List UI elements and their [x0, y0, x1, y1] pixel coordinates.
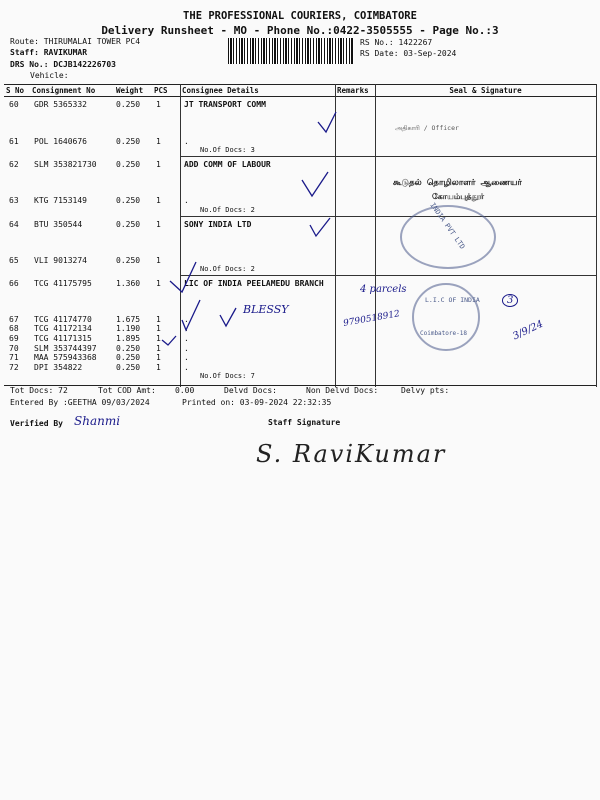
cell-pcs: 1 — [156, 315, 161, 324]
col-consignment: Consignment No — [30, 85, 114, 97]
cell-consignee: . — [184, 344, 189, 353]
handwritten-name: BLESSY — [243, 303, 289, 316]
cell-pcs: 1 — [156, 100, 161, 109]
cell-sno: 66 — [9, 279, 19, 288]
tot-cod-label: Tot COD Amt: — [98, 386, 156, 395]
tick-mark — [170, 262, 196, 292]
non-delvd-docs: Non Delvd Docs: — [306, 386, 379, 395]
cell-consignment: VLI 9013274 — [34, 256, 87, 265]
no-of-docs: No.Of Docs: 7 — [200, 372, 255, 380]
cell-consignment: KTG 7153149 — [34, 196, 87, 205]
cell-weight: 0.250 — [116, 160, 141, 169]
cell-pcs: 1 — [156, 220, 161, 229]
cell-consignment: TCG 41175795 — [34, 279, 92, 288]
delvd-docs: Delvd Docs: — [224, 386, 277, 395]
cell-pcs: 1 — [156, 160, 161, 169]
handwritten-parcels: 4 parcels — [360, 284, 407, 295]
officer-stamp-text: அதிகாரி / Officer — [395, 124, 459, 132]
labour-stamp-text: கோயம்புத்தூர் — [432, 192, 485, 201]
cell-weight: 0.250 — [116, 363, 141, 372]
cell-sno: 64 — [9, 220, 19, 229]
cell-weight: 0.250 — [116, 196, 141, 205]
cell-pcs: 1 — [156, 256, 161, 265]
cell-weight: 1.675 — [116, 315, 141, 324]
verifier-signature: Shanmi — [74, 414, 121, 428]
cell-consignee: . — [184, 353, 189, 362]
cell-consignment: MAA 575943368 — [34, 353, 97, 362]
delvy-pts: Delvy pts: — [401, 386, 450, 395]
cell-consignment: SLM 353821730 — [34, 160, 97, 169]
col-weight: Weight — [114, 85, 152, 97]
staff-signature-label: Staff Signature — [268, 418, 341, 427]
cell-sno: 60 — [9, 100, 19, 109]
company-title: THE PROFESSIONAL COURIERS, COIMBATORE — [183, 10, 417, 22]
no-of-docs: No.Of Docs: 2 — [200, 206, 255, 214]
stamp-text: L.I.C OF INDIA — [425, 296, 480, 304]
runsheet-subtitle: Delivery Runsheet - MO - Phone No.:0422-3505555 - Page No.:3 — [101, 24, 499, 37]
stamp-text: INDIA PVT LTD — [428, 201, 467, 251]
cell-sno: 70 — [9, 344, 19, 353]
cell-pcs: 1 — [156, 363, 161, 372]
cell-weight: 0.250 — [116, 344, 141, 353]
cell-pcs: 1 — [156, 353, 161, 362]
cell-consignee: . — [184, 324, 189, 333]
entered-by: Entered By :GEETHA 09/03/2024 — [10, 398, 150, 407]
vehicle-label: Vehicle: — [30, 71, 69, 80]
cell-consignment: SLM 353744397 — [34, 344, 97, 353]
cell-sno: 61 — [9, 137, 19, 146]
cell-sno: 65 — [9, 256, 19, 265]
tick-mark — [318, 112, 336, 132]
cell-consignee: JT TRANSPORT COMM — [184, 100, 266, 109]
cell-pcs: 1 — [156, 137, 161, 146]
tick-mark — [302, 172, 328, 196]
verified-by-label: Verified By — [10, 419, 63, 428]
cell-sno: 68 — [9, 324, 19, 333]
no-of-docs: No.Of Docs: 2 — [200, 265, 255, 273]
tick-mark — [162, 336, 176, 345]
handwritten-count: 3 — [502, 294, 518, 307]
cell-consignment: TCG 41172134 — [34, 324, 92, 333]
cell-weight: 1.190 — [116, 324, 141, 333]
cell-weight: 0.250 — [116, 100, 141, 109]
cell-pcs: 1 — [156, 334, 161, 343]
cell-consignee: . — [184, 137, 189, 146]
tot-docs: Tot Docs: 72 — [10, 386, 68, 395]
tick-mark — [182, 300, 200, 330]
col-sno: S No — [4, 85, 30, 97]
col-consignee: Consignee Details — [180, 85, 335, 97]
rs-date: RS Date: 03-Sep-2024 — [360, 49, 457, 58]
cell-weight: 0.250 — [116, 137, 141, 146]
handwritten-date: 3/9/24 — [511, 318, 546, 343]
cell-consignment: BTU 350544 — [34, 220, 83, 229]
cell-weight: 1.895 — [116, 334, 141, 343]
drs-label: DRS No.: DCJB142226703 — [10, 60, 116, 69]
cell-consignment: DPI 354822 — [34, 363, 83, 372]
cell-sno: 67 — [9, 315, 19, 324]
col-seal: Seal & Signature — [375, 85, 596, 97]
tick-mark — [310, 218, 330, 236]
staff-signature: S. RaviKumar — [256, 440, 447, 468]
tot-cod-value: 0.00 — [175, 386, 195, 395]
cell-weight: 0.250 — [116, 256, 141, 265]
cell-pcs: 1 — [156, 196, 161, 205]
route-label: Route: THIRUMALAI TOWER PC4 — [10, 37, 141, 46]
cell-weight: 0.250 — [116, 353, 141, 362]
cell-weight: 1.360 — [116, 279, 141, 288]
stamp-text: Coimbatore-18 — [420, 330, 467, 337]
cell-consignee: . — [184, 334, 189, 343]
no-of-docs: No.Of Docs: 3 — [200, 146, 255, 154]
printed-on: Printed on: 03-09-2024 22:32:35 — [182, 398, 332, 407]
col-remarks: Remarks — [335, 85, 375, 97]
cell-pcs: 1 — [156, 344, 161, 353]
cell-consignment: TCG 41174770 — [34, 315, 92, 324]
cell-consignment: GDR 5365332 — [34, 100, 87, 109]
cell-sno: 63 — [9, 196, 19, 205]
cell-consignee: . — [184, 363, 189, 372]
cell-sno: 71 — [9, 353, 19, 362]
cell-weight: 0.250 — [116, 220, 141, 229]
cell-pcs: 1 — [156, 279, 161, 288]
cell-consignee: ADD COMM OF LABOUR — [184, 160, 271, 169]
handwritten-phone: 9790518912 — [342, 309, 401, 329]
cell-sno: 69 — [9, 334, 19, 343]
cell-consignee: . — [184, 196, 189, 205]
cell-consignee: . — [184, 315, 189, 324]
cell-consignee: SONY INDIA LTD — [184, 220, 252, 229]
labour-stamp-text: கூடுதல் தொழிலாளர் ஆணையர் — [393, 178, 522, 188]
cell-consignment: TCG 41171315 — [34, 334, 92, 343]
cell-pcs: 1 — [156, 324, 161, 333]
tick-mark — [220, 308, 236, 326]
rs-no: RS No.: 1422267 — [360, 38, 433, 47]
cell-consignment: POL 1640676 — [34, 137, 87, 146]
staff-label: Staff: RAVIKUMAR — [10, 48, 88, 57]
col-pcs: PCS — [152, 85, 180, 97]
cell-sno: 72 — [9, 363, 19, 372]
cell-sno: 62 — [9, 160, 19, 169]
cell-consignee: LIC OF INDIA PEELAMEDU BRANCH — [184, 279, 324, 288]
